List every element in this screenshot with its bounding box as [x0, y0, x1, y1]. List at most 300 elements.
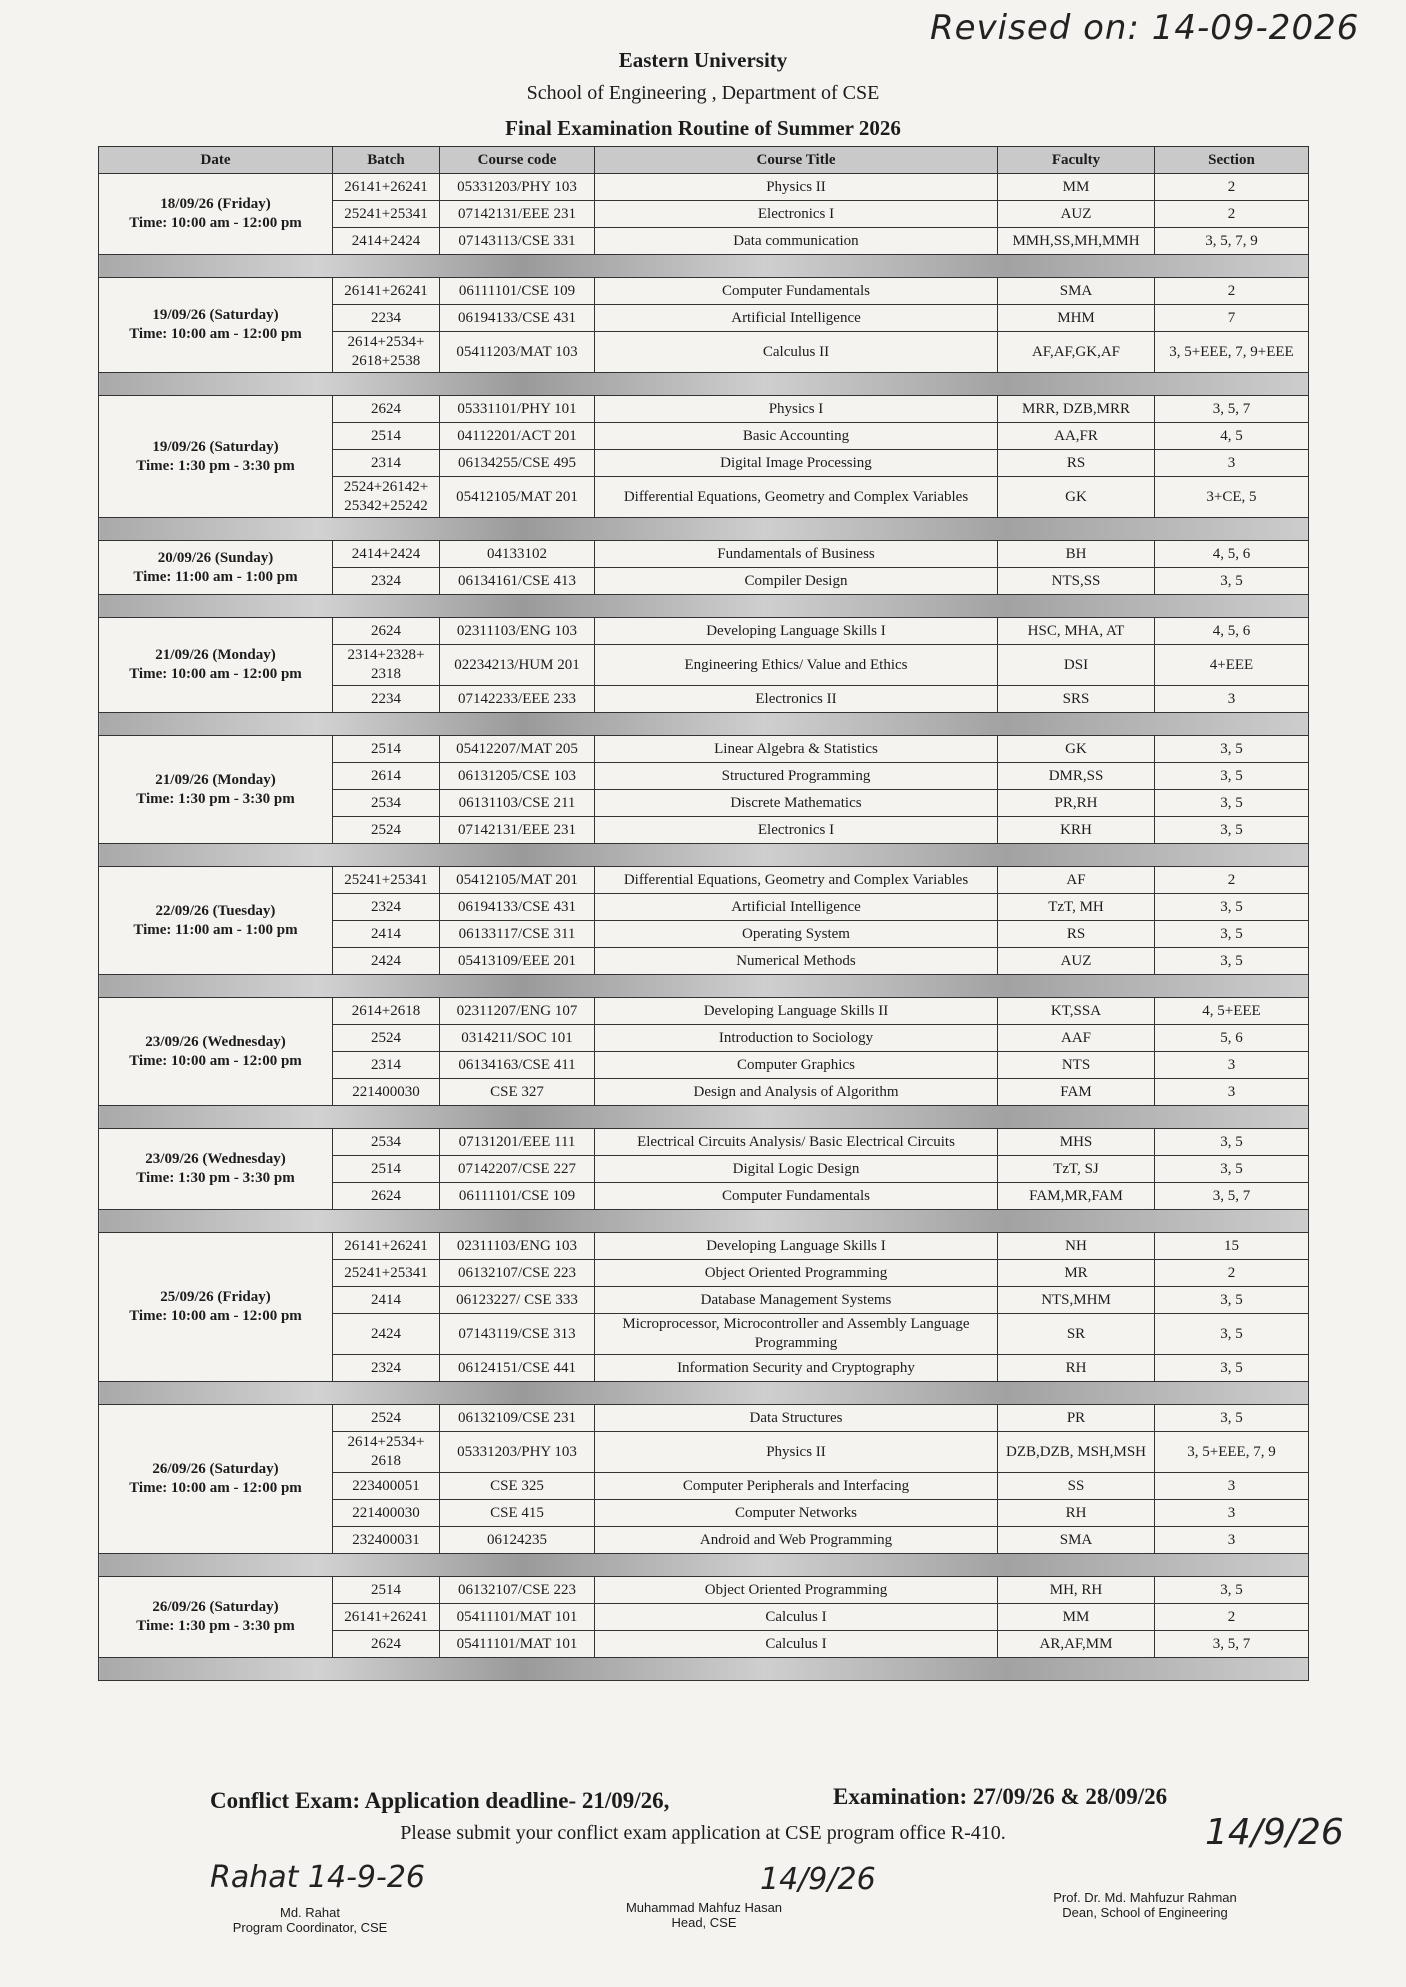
slot-separator-row — [99, 373, 1309, 396]
section-cell: 4, 5, 6 — [1155, 618, 1309, 645]
batch-cell: 2614+2534+ 2618 — [333, 1432, 440, 1473]
course-title-cell: Digital Image Processing — [595, 450, 998, 477]
section-cell: 5, 6 — [1155, 1025, 1309, 1052]
slot-separator-row — [99, 844, 1309, 867]
exam-date-cell — [99, 541, 333, 595]
course-code-cell: 06124235 — [440, 1527, 595, 1554]
batch-cell: 2414 — [333, 921, 440, 948]
course-title-cell: Computer Fundamentals — [595, 1183, 998, 1210]
section-cell: 3, 5 — [1155, 736, 1309, 763]
batch-cell: 26141+26241 — [333, 174, 440, 201]
signatory-dean — [1030, 1890, 1260, 1920]
section-cell: 3+CE, 5 — [1155, 477, 1309, 518]
slot-separator-row — [99, 713, 1309, 736]
course-title-cell: Fundamentals of Business — [595, 541, 998, 568]
course-title-cell: Structured Programming — [595, 763, 998, 790]
section-cell: 3, 5, 7 — [1155, 1631, 1309, 1658]
section-cell: 4, 5 — [1155, 423, 1309, 450]
exam-time: Time: 1:30 pm - 3:30 pm — [136, 457, 295, 474]
section-cell: 3 — [1155, 1052, 1309, 1079]
course-code-cell: 05412207/MAT 205 — [440, 736, 595, 763]
course-code-cell: 07142131/EEE 231 — [440, 817, 595, 844]
section-cell: 3, 5, 7, 9 — [1155, 228, 1309, 255]
faculty-cell: SMA — [998, 278, 1155, 305]
course-code-cell: 06194133/CSE 431 — [440, 305, 595, 332]
course-title-cell: Linear Algebra & Statistics — [595, 736, 998, 763]
section-cell: 3, 5 — [1155, 1314, 1309, 1355]
slot-separator — [99, 1658, 1309, 1681]
course-code-cell: 02234213/HUM 201 — [440, 645, 595, 686]
course-title-cell: Developing Language Skills II — [595, 998, 998, 1025]
batch-cell: 26141+26241 — [333, 1604, 440, 1631]
course-code-cell: 04112201/ACT 201 — [440, 423, 595, 450]
column-header-section: Section — [1155, 147, 1309, 174]
slot-separator — [99, 1210, 1309, 1233]
section-cell: 3, 5 — [1155, 948, 1309, 975]
course-title-cell: Computer Fundamentals — [595, 278, 998, 305]
course-code-cell: 05331203/PHY 103 — [440, 1432, 595, 1473]
course-title-cell: Developing Language Skills I — [595, 1233, 998, 1260]
exam-date-cell — [99, 1129, 333, 1210]
section-cell: 3, 5 — [1155, 1287, 1309, 1314]
course-title-cell: Physics I — [595, 396, 998, 423]
section-cell: 3, 5 — [1155, 894, 1309, 921]
batch-cell: 26141+26241 — [333, 278, 440, 305]
section-cell: 3 — [1155, 1473, 1309, 1500]
batch-cell: 2614 — [333, 763, 440, 790]
exam-date-cell — [99, 998, 333, 1106]
exam-date: 23/09/26 (Wednesday) — [145, 1151, 286, 1167]
batch-cell: 2624 — [333, 1631, 440, 1658]
exam-time: Time: 10:00 am - 12:00 pm — [129, 666, 302, 682]
table-row — [99, 867, 1309, 894]
course-code-cell: 06134163/CSE 411 — [440, 1052, 595, 1079]
table-row — [99, 1577, 1309, 1604]
batch-cell: 25241+25341 — [333, 201, 440, 228]
course-title-cell: Calculus I — [595, 1604, 998, 1631]
table-row — [99, 278, 1309, 305]
batch-cell: 2524 — [333, 1025, 440, 1052]
section-cell: 2 — [1155, 201, 1309, 228]
course-title-cell: Introduction to Sociology — [595, 1025, 998, 1052]
slot-separator — [99, 1106, 1309, 1129]
batch-cell: 2534 — [333, 1129, 440, 1156]
section-cell: 3, 5+EEE, 7, 9 — [1155, 1432, 1309, 1473]
exam-routine-table — [98, 146, 1309, 1681]
exam-time: Time: 1:30 pm - 3:30 pm — [136, 1170, 295, 1186]
slot-separator-row — [99, 1554, 1309, 1577]
slot-separator-row — [99, 1658, 1309, 1681]
faculty-cell: SS — [998, 1473, 1155, 1500]
course-title-cell: Microprocessor, Microcontroller and Assembly Language Programming — [595, 1314, 998, 1355]
column-header-date: Date — [99, 147, 333, 174]
exam-date-cell — [99, 1577, 333, 1658]
signature-dean: 14/9/26 — [1205, 1812, 1344, 1853]
exam-date-cell — [99, 867, 333, 975]
section-cell: 2 — [1155, 174, 1309, 201]
column-header-faculty: Faculty — [998, 147, 1155, 174]
faculty-cell: MRR, DZB,MRR — [998, 396, 1155, 423]
section-cell: 7 — [1155, 305, 1309, 332]
column-header-course-code: Course code — [440, 147, 595, 174]
faculty-cell: RH — [998, 1500, 1155, 1527]
signature-coordinator: Rahat 14-9-26 — [210, 1860, 426, 1895]
course-code-cell: 02311207/ENG 107 — [440, 998, 595, 1025]
exam-date: 19/09/26 (Saturday) — [152, 307, 279, 323]
course-title-cell: Android and Web Programming — [595, 1527, 998, 1554]
course-code-cell: 06124151/CSE 441 — [440, 1355, 595, 1382]
section-cell: 2 — [1155, 278, 1309, 305]
slot-separator-row — [99, 595, 1309, 618]
course-title-cell: Physics II — [595, 1432, 998, 1473]
slot-separator-row — [99, 518, 1309, 541]
course-code-cell: 05412105/MAT 201 — [440, 477, 595, 518]
section-cell: 3 — [1155, 1527, 1309, 1554]
course-code-cell: 06194133/CSE 431 — [440, 894, 595, 921]
course-code-cell: 06132109/CSE 231 — [440, 1405, 595, 1432]
column-header-course-title: Course Title — [595, 147, 998, 174]
batch-cell: 2514 — [333, 423, 440, 450]
faculty-cell: RS — [998, 921, 1155, 948]
batch-cell: 2414+2424 — [333, 541, 440, 568]
slot-separator — [99, 518, 1309, 541]
course-code-cell: 05331203/PHY 103 — [440, 174, 595, 201]
batch-cell: 2324 — [333, 568, 440, 595]
course-title-cell: Developing Language Skills I — [595, 618, 998, 645]
faculty-cell: AF — [998, 867, 1155, 894]
faculty-cell: KRH — [998, 817, 1155, 844]
course-code-cell: 05411101/MAT 101 — [440, 1631, 595, 1658]
table-row — [99, 1129, 1309, 1156]
batch-cell: 2524 — [333, 1405, 440, 1432]
course-code-cell: 05331101/PHY 101 — [440, 396, 595, 423]
exam-date: 21/09/26 (Monday) — [155, 771, 276, 788]
signatory-role: Dean, School of Engineering — [1062, 1905, 1228, 1920]
exam-time: Time: 10:00 am - 12:00 pm — [129, 1480, 302, 1496]
exam-time: Time: 10:00 am - 12:00 pm — [129, 215, 302, 231]
conflict-submission-note: Please submit your conflict exam application at CSE program office R-410. — [400, 1822, 1006, 1844]
course-code-cell: 06131205/CSE 103 — [440, 763, 595, 790]
faculty-cell: NTS — [998, 1052, 1155, 1079]
course-code-cell: 06131103/CSE 211 — [440, 790, 595, 817]
section-cell: 3, 5, 7 — [1155, 1183, 1309, 1210]
course-code-cell: 06111101/CSE 109 — [440, 1183, 595, 1210]
batch-cell: 2314 — [333, 450, 440, 477]
faculty-cell: SRS — [998, 686, 1155, 713]
slot-separator — [99, 975, 1309, 998]
exam-date-cell — [99, 618, 333, 713]
faculty-cell: AR,AF,MM — [998, 1631, 1155, 1658]
signatory-role: Head, CSE — [671, 1915, 737, 1930]
batch-cell: 2314 — [333, 1052, 440, 1079]
section-cell: 3, 5 — [1155, 1355, 1309, 1382]
batch-cell: 2234 — [333, 686, 440, 713]
section-cell: 15 — [1155, 1233, 1309, 1260]
exam-date-cell — [99, 1233, 333, 1382]
course-code-cell: 06111101/CSE 109 — [440, 278, 595, 305]
exam-date: 19/09/26 (Saturday) — [152, 438, 279, 455]
table-row — [99, 396, 1309, 423]
section-cell: 4+EEE — [1155, 645, 1309, 686]
slot-separator — [99, 595, 1309, 618]
course-title-cell: Differential Equations, Geometry and Complex Variables — [595, 477, 998, 518]
batch-cell: 2614+2618 — [333, 998, 440, 1025]
batch-cell: 2514 — [333, 1577, 440, 1604]
batch-cell: 25241+25341 — [333, 867, 440, 894]
faculty-cell: NTS,SS — [998, 568, 1155, 595]
faculty-cell: NTS,MHM — [998, 1287, 1155, 1314]
faculty-cell: AUZ — [998, 948, 1155, 975]
exam-time: Time: 10:00 am - 12:00 pm — [129, 1052, 302, 1069]
batch-cell: 2424 — [333, 1314, 440, 1355]
faculty-cell: RH — [998, 1355, 1155, 1382]
slot-separator — [99, 373, 1309, 396]
section-cell: 3, 5 — [1155, 1129, 1309, 1156]
course-code-cell: 0314211/SOC 101 — [440, 1025, 595, 1052]
course-title-cell: Computer Graphics — [595, 1052, 998, 1079]
section-cell: 3 — [1155, 450, 1309, 477]
course-code-cell: 07143119/CSE 313 — [440, 1314, 595, 1355]
exam-time: Time: 1:30 pm - 3:30 pm — [136, 790, 295, 807]
course-title-cell: Computer Peripherals and Interfacing — [595, 1473, 998, 1500]
table-row — [99, 618, 1309, 645]
batch-cell: 232400031 — [333, 1527, 440, 1554]
signatory-name: Muhammad Mahfuz Hasan — [625, 1900, 783, 1915]
exam-date: 20/09/26 (Sunday) — [157, 549, 274, 566]
faculty-cell: NH — [998, 1233, 1155, 1260]
course-title-cell: Electronics II — [595, 686, 998, 713]
conflict-examination-dates: Examination: 27/09/26 & 28/09/26 — [833, 1784, 1168, 1809]
batch-cell: 2624 — [333, 1183, 440, 1210]
faculty-cell: SR — [998, 1314, 1155, 1355]
faculty-cell: AUZ — [998, 201, 1155, 228]
table-row — [99, 1405, 1309, 1432]
exam-time: Time: 1:30 pm - 3:30 pm — [136, 1618, 295, 1634]
course-title-cell: Physics II — [595, 174, 998, 201]
batch-cell: 26141+26241 — [333, 1233, 440, 1260]
batch-cell: 2524 — [333, 817, 440, 844]
course-code-cell: 06133117/CSE 311 — [440, 921, 595, 948]
course-title-cell: Electronics I — [595, 201, 998, 228]
course-title-cell: Data communication — [595, 228, 998, 255]
section-cell: 3, 5+EEE, 7, 9+EEE — [1155, 332, 1309, 373]
section-cell: 3 — [1155, 1500, 1309, 1527]
course-title-cell: Electronics I — [595, 817, 998, 844]
course-code-cell: 07142233/EEE 233 — [440, 686, 595, 713]
faculty-cell: FAM — [998, 1079, 1155, 1106]
course-title-cell: Design and Analysis of Algorithm — [595, 1079, 998, 1106]
faculty-cell: RS — [998, 450, 1155, 477]
faculty-cell: DZB,DZB, MSH,MSH — [998, 1432, 1155, 1473]
faculty-cell: MH, RH — [998, 1577, 1155, 1604]
course-title-cell: Object Oriented Programming — [595, 1577, 998, 1604]
exam-date: 18/09/26 (Friday) — [160, 196, 271, 212]
course-title-cell: Artificial Intelligence — [595, 894, 998, 921]
signatory-name: Md. Rahat — [280, 1905, 340, 1920]
course-title-cell: Computer Networks — [595, 1500, 998, 1527]
course-code-cell: 04133102 — [440, 541, 595, 568]
batch-cell: 2324 — [333, 1355, 440, 1382]
section-cell: 2 — [1155, 1604, 1309, 1631]
exam-date: 23/09/26 (Wednesday) — [145, 1033, 286, 1050]
exam-time: Time: 10:00 am - 12:00 pm — [129, 1308, 302, 1324]
course-title-cell: Engineering Ethics/ Value and Ethics — [595, 645, 998, 686]
table-row — [99, 998, 1309, 1025]
course-code-cell: 07131201/EEE 111 — [440, 1129, 595, 1156]
faculty-cell: SMA — [998, 1527, 1155, 1554]
faculty-cell: TzT, SJ — [998, 1156, 1155, 1183]
course-code-cell: CSE 325 — [440, 1473, 595, 1500]
course-code-cell: 06134255/CSE 495 — [440, 450, 595, 477]
course-code-cell: CSE 327 — [440, 1079, 595, 1106]
exam-date-cell — [99, 1405, 333, 1554]
section-cell: 3, 5 — [1155, 1405, 1309, 1432]
course-code-cell: 07143113/CSE 331 — [440, 228, 595, 255]
faculty-cell: AF,AF,GK,AF — [998, 332, 1155, 373]
section-cell: 3, 5 — [1155, 568, 1309, 595]
course-code-cell: 07142207/CSE 227 — [440, 1156, 595, 1183]
batch-cell: 221400030 — [333, 1079, 440, 1106]
course-title-cell: Data Structures — [595, 1405, 998, 1432]
section-cell: 4, 5, 6 — [1155, 541, 1309, 568]
batch-cell: 2414+2424 — [333, 228, 440, 255]
batch-cell: 2424 — [333, 948, 440, 975]
university-name: Eastern University — [618, 48, 788, 72]
exam-date: 26/09/26 (Saturday) — [152, 1461, 279, 1477]
section-cell: 3, 5 — [1155, 1577, 1309, 1604]
batch-cell: 2314+2328+ 2318 — [333, 645, 440, 686]
batch-cell: 2524+26142+ 25342+25242 — [333, 477, 440, 518]
course-title-cell: Basic Accounting — [595, 423, 998, 450]
faculty-cell: AAF — [998, 1025, 1155, 1052]
faculty-cell: PR — [998, 1405, 1155, 1432]
course-code-cell: CSE 415 — [440, 1500, 595, 1527]
signature-head: 14/9/26 — [760, 1862, 876, 1897]
section-cell: 3 — [1155, 686, 1309, 713]
exam-date-cell — [99, 396, 333, 518]
faculty-cell: KT,SSA — [998, 998, 1155, 1025]
course-code-cell: 06132107/CSE 223 — [440, 1260, 595, 1287]
exam-date: 25/09/26 (Friday) — [160, 1289, 271, 1305]
slot-separator-row — [99, 1106, 1309, 1129]
course-code-cell: 05412105/MAT 201 — [440, 867, 595, 894]
batch-cell: 2414 — [333, 1287, 440, 1314]
course-code-cell: 05411203/MAT 103 — [440, 332, 595, 373]
slot-separator — [99, 713, 1309, 736]
faculty-cell: MHS — [998, 1129, 1155, 1156]
revised-date-handwritten: Revised on: 14-09-2026 — [930, 8, 1360, 48]
exam-date-cell — [99, 736, 333, 844]
batch-cell: 2624 — [333, 618, 440, 645]
routine-title: Final Examination Routine of Summer 2026 — [505, 116, 901, 140]
conflict-exam-deadline: Conflict Exam: Application deadline- 21/09/26, — [210, 1788, 670, 1813]
section-cell: 3, 5 — [1155, 817, 1309, 844]
exam-time: Time: 11:00 am - 1:00 pm — [133, 568, 298, 585]
batch-cell: 2324 — [333, 894, 440, 921]
course-title-cell: Calculus II — [595, 332, 998, 373]
exam-date: 26/09/26 (Saturday) — [152, 1599, 279, 1615]
exam-date: 21/09/26 (Monday) — [155, 647, 276, 663]
faculty-cell: GK — [998, 477, 1155, 518]
slot-separator — [99, 255, 1309, 278]
column-header-batch: Batch — [333, 147, 440, 174]
faculty-cell: MMH,SS,MH,MMH — [998, 228, 1155, 255]
signatory-coordinator — [210, 1905, 410, 1935]
course-code-cell: 06123227/ CSE 333 — [440, 1287, 595, 1314]
slot-separator — [99, 1382, 1309, 1405]
batch-cell: 223400051 — [333, 1473, 440, 1500]
table-row — [99, 174, 1309, 201]
course-title-cell: Calculus I — [595, 1631, 998, 1658]
course-title-cell: Compiler Design — [595, 568, 998, 595]
batch-cell: 221400030 — [333, 1500, 440, 1527]
faculty-cell: AA,FR — [998, 423, 1155, 450]
course-title-cell: Database Management Systems — [595, 1287, 998, 1314]
section-cell: 3, 5, 7 — [1155, 396, 1309, 423]
table-row — [99, 541, 1309, 568]
course-code-cell: 05411101/MAT 101 — [440, 1604, 595, 1631]
course-title-cell: Artificial Intelligence — [595, 305, 998, 332]
exam-date: 22/09/26 (Tuesday) — [155, 902, 276, 919]
course-code-cell: 02311103/ENG 103 — [440, 1233, 595, 1260]
slot-separator-row — [99, 1210, 1309, 1233]
section-cell: 3, 5 — [1155, 1156, 1309, 1183]
exam-date-cell — [99, 278, 333, 373]
exam-time: Time: 11:00 am - 1:00 pm — [133, 921, 298, 938]
section-cell: 3 — [1155, 1079, 1309, 1106]
course-title-cell: Information Security and Cryptography — [595, 1355, 998, 1382]
slot-separator — [99, 844, 1309, 867]
exam-date-cell — [99, 174, 333, 255]
faculty-cell: DSI — [998, 645, 1155, 686]
signatory-name: Prof. Dr. Md. Mahfuzur Rahman — [1053, 1890, 1237, 1905]
batch-cell: 2514 — [333, 736, 440, 763]
batch-cell: 2534 — [333, 790, 440, 817]
course-code-cell: 06134161/CSE 413 — [440, 568, 595, 595]
course-code-cell: 02311103/ENG 103 — [440, 618, 595, 645]
faculty-cell: HSC, MHA, AT — [998, 618, 1155, 645]
table-body — [99, 174, 1309, 1681]
slot-separator-row — [99, 255, 1309, 278]
course-title-cell: Digital Logic Design — [595, 1156, 998, 1183]
exam-time: Time: 10:00 am - 12:00 pm — [129, 326, 302, 342]
section-cell: 3, 5 — [1155, 790, 1309, 817]
slot-separator — [99, 1554, 1309, 1577]
signatory-role: Program Coordinator, CSE — [232, 1920, 388, 1935]
school-department: School of Engineering , Department of CSE — [526, 82, 880, 104]
faculty-cell: TzT, MH — [998, 894, 1155, 921]
batch-cell: 2624 — [333, 396, 440, 423]
course-title-cell: Operating System — [595, 921, 998, 948]
batch-cell: 2234 — [333, 305, 440, 332]
course-code-cell: 05413109/EEE 201 — [440, 948, 595, 975]
section-cell: 2 — [1155, 1260, 1309, 1287]
faculty-cell: MHM — [998, 305, 1155, 332]
faculty-cell: MM — [998, 174, 1155, 201]
faculty-cell: FAM,MR,FAM — [998, 1183, 1155, 1210]
signatory-head — [594, 1900, 814, 1930]
slot-separator-row — [99, 1382, 1309, 1405]
section-cell: 2 — [1155, 867, 1309, 894]
course-title-cell: Numerical Methods — [595, 948, 998, 975]
faculty-cell: MM — [998, 1604, 1155, 1631]
slot-separator-row — [99, 975, 1309, 998]
course-title-cell: Electrical Circuits Analysis/ Basic Electrical Circuits — [595, 1129, 998, 1156]
table-row — [99, 736, 1309, 763]
section-cell: 3, 5 — [1155, 921, 1309, 948]
course-title-cell: Discrete Mathematics — [595, 790, 998, 817]
batch-cell: 2614+2534+ 2618+2538 — [333, 332, 440, 373]
